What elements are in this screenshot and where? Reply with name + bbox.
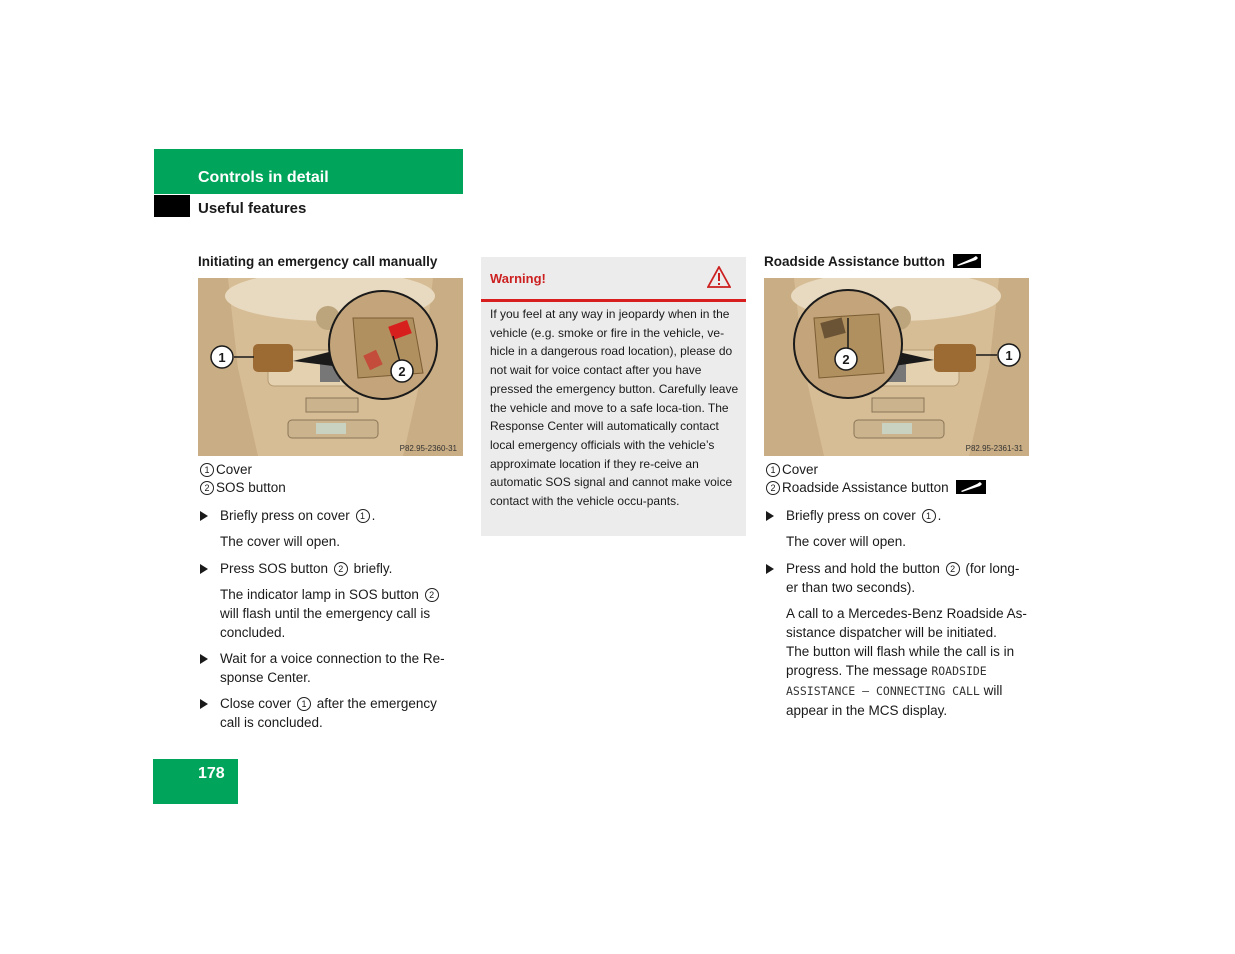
legend-item	[764, 462, 818, 477]
step: Press SOS button 2 briefly.	[220, 561, 393, 576]
step: Press and hold the button 2 (for long- er than two seconds).	[786, 561, 1020, 595]
mcs-message: ROADSIDE	[931, 664, 987, 678]
subsection-title: Useful features	[198, 200, 307, 217]
right-heading	[764, 254, 981, 269]
bullet-icon	[200, 564, 208, 574]
roadside-figure	[764, 278, 1029, 456]
figure-code: P82.95-2360-31	[399, 444, 457, 453]
wrench-icon	[953, 254, 981, 268]
callout-1: 1	[1005, 348, 1013, 363]
wrench-icon	[956, 480, 986, 494]
callout-2: 2	[398, 364, 406, 379]
mcs-message: ASSISTANCE – CONNECTING CALL	[786, 684, 980, 698]
legend-label: Roadside Assistance button	[782, 480, 949, 495]
step: Wait for a voice connection to the Re- sponse Center.	[220, 651, 445, 685]
warning-divider	[481, 299, 746, 302]
step-result: The indicator lamp in SOS button 2 will flash until the emergency call is concluded.	[220, 585, 460, 642]
bullet-icon	[766, 564, 774, 574]
header-marker	[154, 195, 190, 217]
step-result: A call to a Mercedes-Benz Roadside As- sistance dispatcher will be initiated. The button will flash while the call is in progress. The message ROADSIDE ASSISTANCE – CONNECTING CALL will appear in the MCS display.	[786, 606, 1027, 718]
bullet-icon	[200, 511, 208, 521]
figure-code: P82.95-2361-31	[965, 444, 1023, 453]
sos-illustration	[198, 278, 463, 456]
page-number-box	[153, 759, 238, 804]
page-number: 178	[198, 765, 225, 782]
warning-triangle-icon	[707, 266, 731, 288]
step-result: The cover will open.	[220, 534, 341, 549]
legend-item	[198, 462, 252, 477]
step: Briefly press on cover 1 .	[786, 508, 942, 523]
callout-1: 1	[218, 350, 226, 365]
bullet-icon	[766, 511, 774, 521]
section-title: Controls in detail	[198, 169, 329, 186]
legend-label: Cover	[782, 462, 819, 477]
legend-item	[198, 480, 286, 495]
legend-num: 2	[766, 481, 780, 495]
legend-num: 1	[200, 463, 214, 477]
step: Briefly press on cover 1 .	[220, 508, 376, 523]
left-heading: Initiating an emergency call manually	[198, 254, 438, 269]
legend-num: 2	[200, 481, 214, 495]
legend-label: Cover	[216, 462, 253, 477]
warning-body: If you feel at any way in jeopardy when in the vehicle (e.g. smoke or fire in the vehicle, ve-hicle in a dangerous road location), please do not wait for voice contact after you have pressed the emergency button. Carefully leave the vehicle and move to a safe loca-tion. The Response Center will automatically contact local emergency officials with the vehicle’s approximate location if they re-ceive an automatic SOS signal and cannot make voice contact with the vehicle occu-pants.	[490, 307, 739, 509]
legend-item	[764, 480, 986, 495]
bullet-icon	[200, 699, 208, 709]
legend-num: 1	[766, 463, 780, 477]
bullet-icon	[200, 654, 208, 664]
legend-label: SOS button	[216, 480, 286, 495]
sos-figure	[198, 278, 463, 456]
roadside-illustration	[764, 278, 1029, 456]
warning-title: Warning!	[490, 271, 546, 286]
step: Close cover 1 after the emergency call is concluded.	[220, 696, 437, 730]
warning-box	[481, 257, 746, 536]
right-heading-text: Roadside Assistance button	[764, 254, 946, 269]
step-result: The cover will open.	[786, 534, 907, 549]
callout-2: 2	[842, 352, 850, 367]
